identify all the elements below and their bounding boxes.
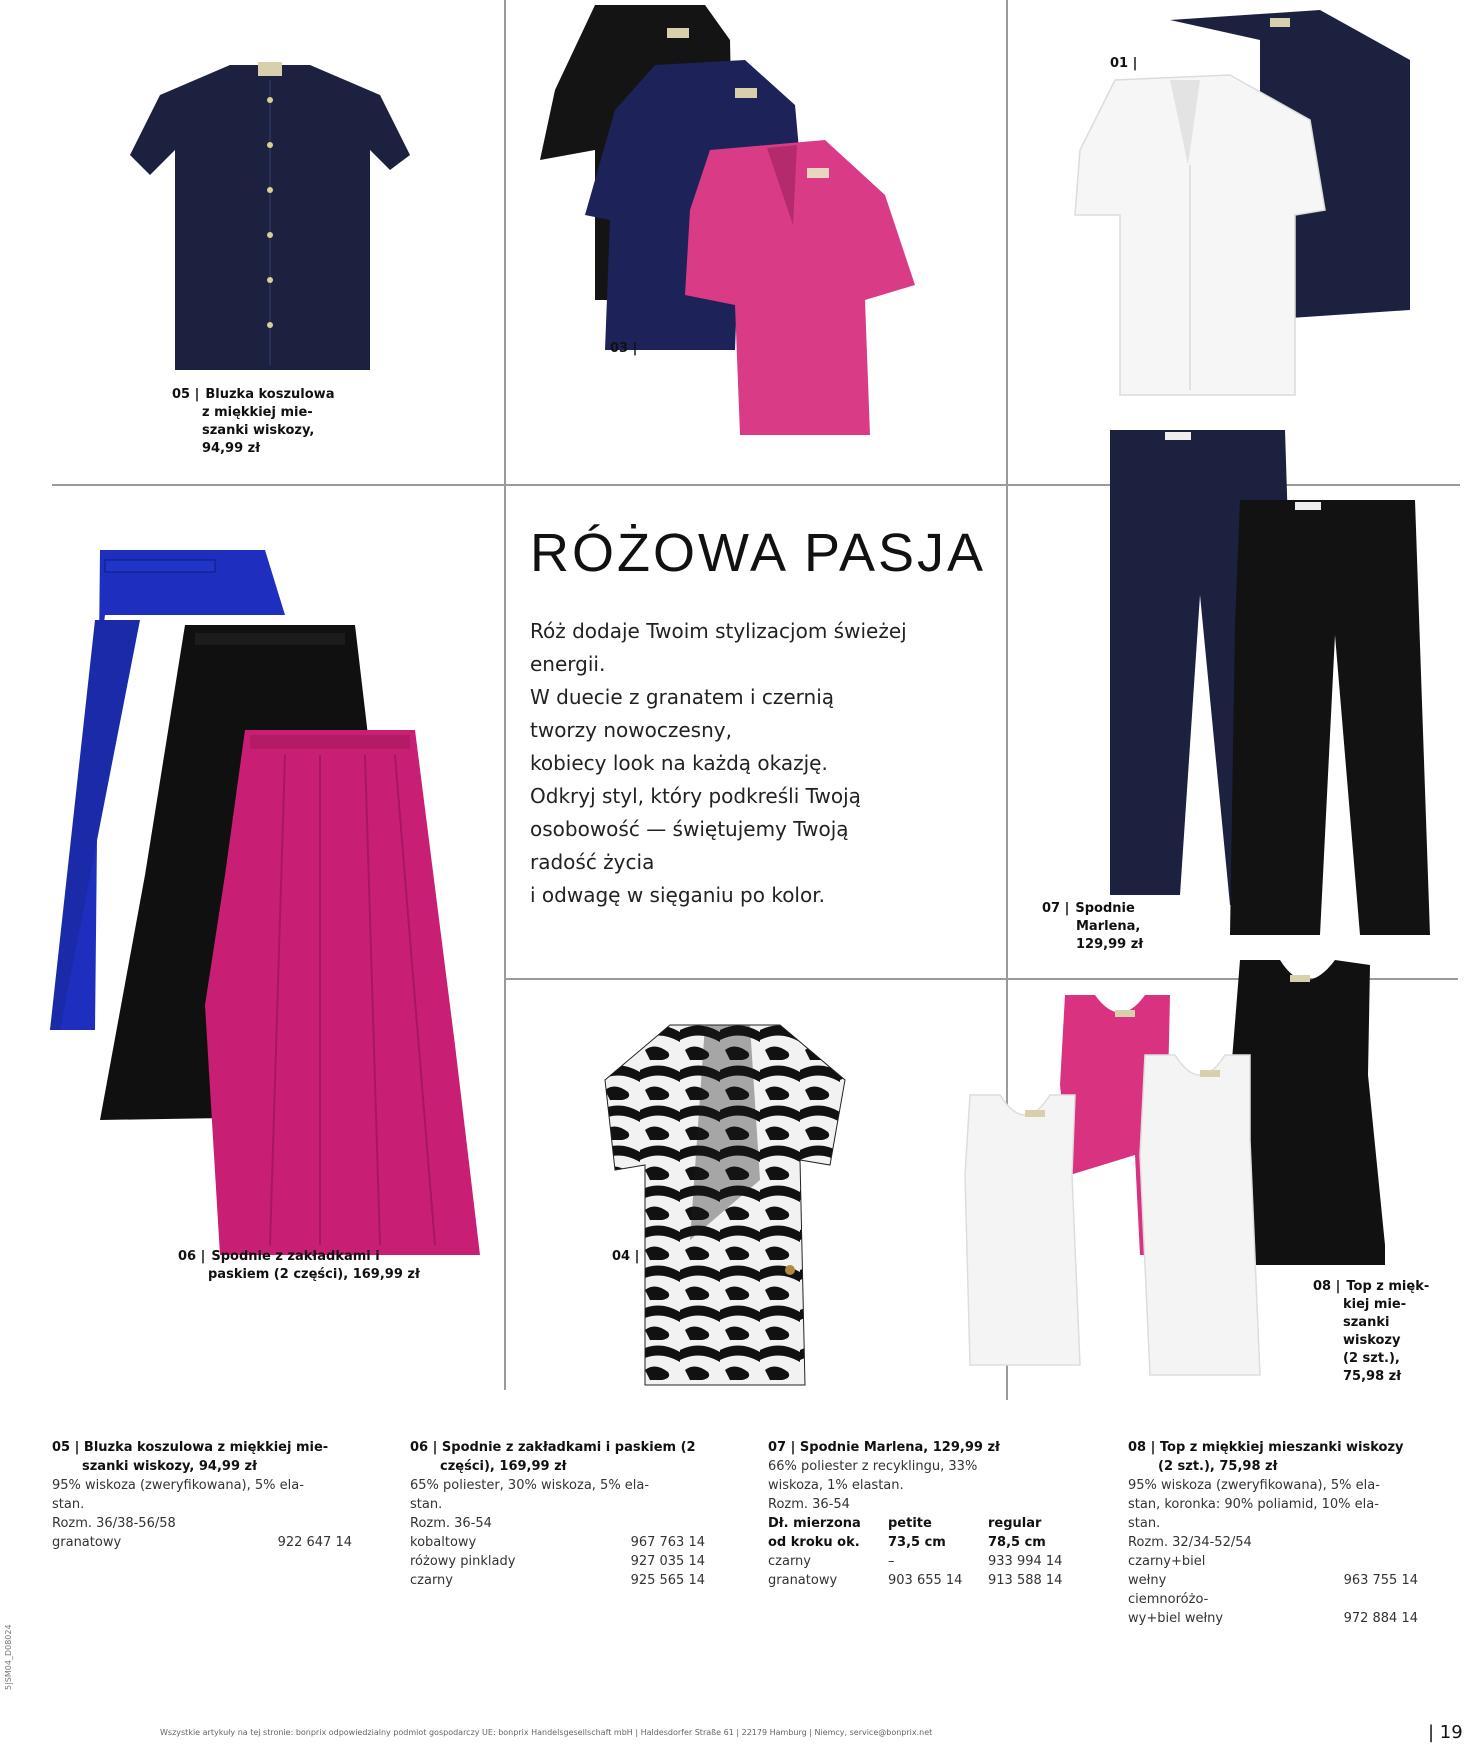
stacked-shirts-image bbox=[535, 0, 985, 440]
page-number: | 19 bbox=[1428, 1722, 1463, 1743]
caption-07: 07 | Spodnie Marlena, 129,99 zł bbox=[1042, 901, 1144, 952]
product-info-07: 07 | Spodnie Marlena, 129,99 zł 66% poliester z recyklingu, 33% wiskoza, 1% elastan. Rozm. 36-54 Dł. mierzona petite regular od kroku ok. 73,5 cm 78,5 cm czarny – 933 994 14 granatowy 903 655 14 913 588 14 bbox=[768, 1438, 1098, 1590]
legal-footer: Wszystkie artykuły na tej stronie: bonprix odpowiedzialny podmiot gospodarczy UE: bonprix Handelsgesellschaft mbH | Haldesdorfer Straße 61 | 22179 Hamburg | Niemcy, service@bonprix.net bbox=[160, 1728, 933, 1737]
intro-text: Róż dodaje Twoim stylizacjom świeżej energii. W duecie z granatem i czernią tworzy nowoczesny, kobiecy look na każdą okazję. Odkryj styl, który podkreśli Twoją osobowość — świętujemy Twoją radość życia i odwagę w sięganiu po kolor. bbox=[530, 619, 907, 907]
product-info-06: 06 | Spodnie z zakładkami i paskiem (2 części), 169,99 zł 65% poliester, 30% wiskoza, 5% ela- stan. Rozm. 36-54 kobaltowy 967 763 14 różowy pinklady 927 035 14 czarny 925 565 14 bbox=[410, 1440, 705, 1588]
marlena-trousers-image bbox=[1105, 425, 1435, 945]
size-table: Dł. mierzona petite regular od kroku ok. 73,5 cm 78,5 cm czarny – 933 994 14 granatowy 903 655 14 913 588 14 bbox=[768, 1516, 1063, 1588]
caption-06: 06 | Spodnie z zakładkami i paskiem (2 części), 169,99 zł bbox=[178, 1249, 420, 1282]
navy-blouse-image bbox=[120, 50, 420, 370]
divider-vertical-left bbox=[504, 0, 506, 1390]
caption-08: 08 | Top z mięk- kiej mie- szanki wiskozy (2 szt.), 75,98 zł bbox=[1313, 1279, 1430, 1384]
product-info-05: 05 | Bluzka koszulowa z miękkiej mie- szanki wiskozy, 94,99 zł 95% wiskoza (zweryfikowana), 5% ela- stan. Rozm. 36/38-56/58 granatowy 922 647 14 bbox=[52, 1440, 352, 1550]
page-title: RÓŻOWA PASJA bbox=[530, 523, 987, 583]
product-info-08: 08 | Top z miękkiej mieszanki wiskozy (2 szt.), 75,98 zł 95% wiskoza (zweryfikowana), 5% ela- stan, koronka: 90% poliamid, 10% ela- stan. Rozm. 32/34-52/54 czarny+biel wełny 963 755 14 ciemnoróżo- wy+biel wełny 972 884 14 bbox=[1128, 1440, 1418, 1626]
caption-01: 01 | bbox=[1110, 56, 1138, 71]
patterned-wrap-top-image bbox=[600, 1020, 860, 1390]
caption-05: 05 | Bluzka koszulowa z miękkiej mie- szanki wiskozy, 94,99 zł bbox=[172, 387, 335, 456]
caption-03: 03 | bbox=[610, 341, 638, 356]
caption-04: 04 | bbox=[612, 1249, 640, 1264]
pleated-trousers-image bbox=[45, 545, 485, 1265]
side-code: 5|SM04_D08024 bbox=[4, 1624, 13, 1690]
